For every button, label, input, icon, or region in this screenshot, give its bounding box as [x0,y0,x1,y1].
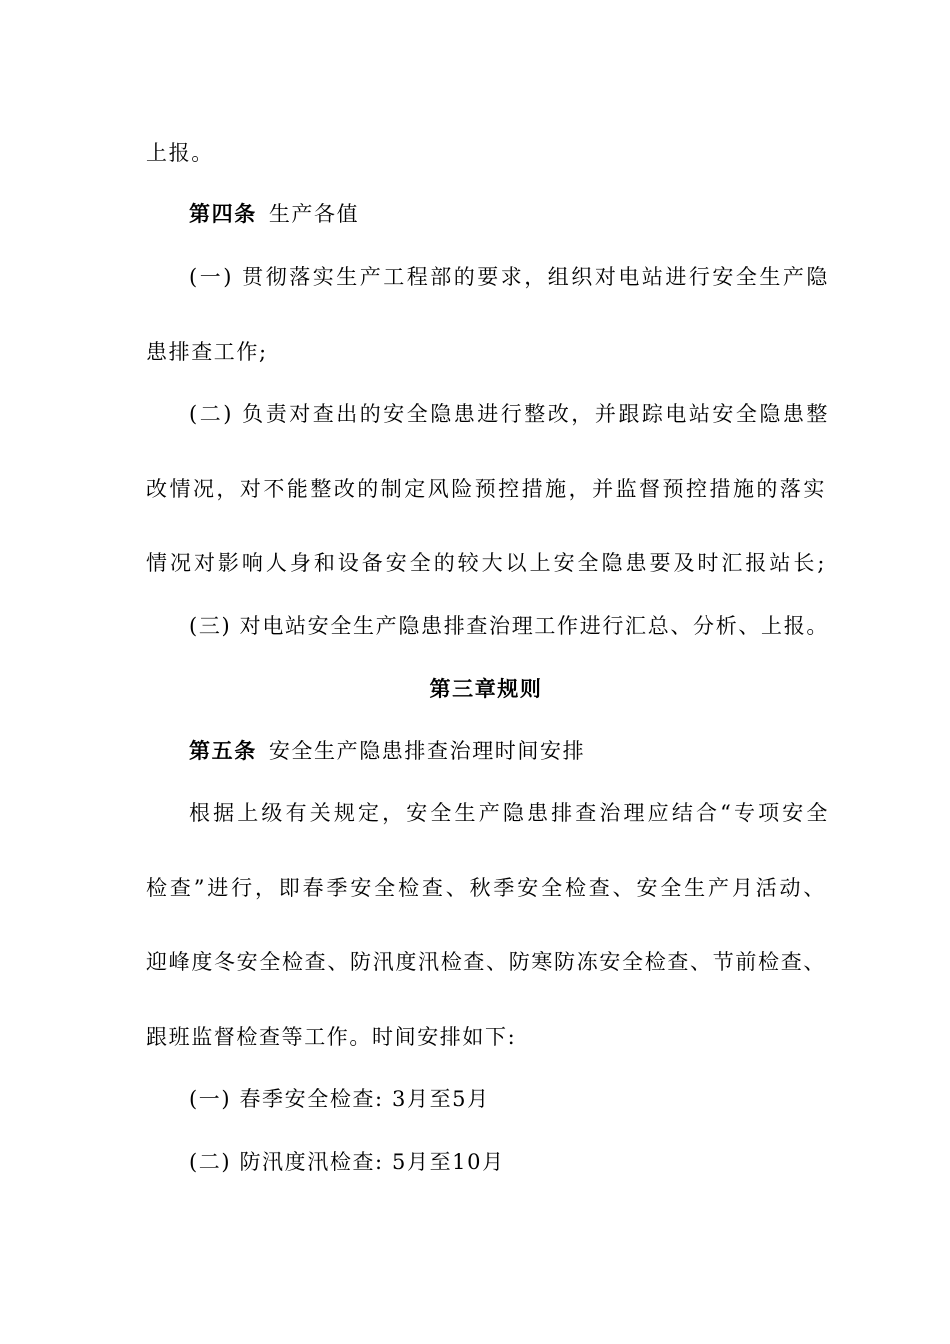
article-5-heading [189,736,829,766]
schedule-item: (一) 春季安全检查: 3月至5月 [189,1087,490,1111]
paragraph-line: 根据上级有关规定，安全生产隐患排查治理应结合“专项安全 [189,801,829,825]
paragraph-line: 患排查工作; [146,340,268,364]
paragraph-line: 情况对影响人身和设备安全的较大以上安全隐患要及时汇报站长; [146,551,826,575]
schedule-item: (二) 防汛度汛检查: 5月至10月 [189,1150,505,1174]
paragraph-line: 上报。 [146,141,214,165]
paragraph-line: (一) 贯彻落实生产工程部的要求，组织对电站进行安全生产隐 [189,265,829,289]
article-title: 安全生产隐患排查治理时间安排 [268,739,586,763]
paragraph-line: 检查”进行，即春季安全检查、秋季安全检查、安全生产月活动、 [146,876,826,900]
paragraph-line: 改情况，对不能整改的制定风险预控措施，并监督预控措施的落实 [146,477,826,501]
article-label: 第五条 [189,738,257,763]
chapter-heading: 第三章规则 [429,676,543,701]
paragraph-line: (二) 负责对查出的安全隐患进行整改，并跟踪电站安全隐患整 [189,402,829,426]
article-title: 生产各值 [268,202,360,226]
article-label: 第四条 [189,201,257,226]
paragraph-line: (三) 对电站安全生产隐患排查治理工作进行汇总、分析、上报。 [189,614,829,638]
paragraph-line: 跟班监督检查等工作。时间安排如下: [146,1025,517,1049]
article-4-heading [189,199,829,229]
paragraph-line: 迎峰度冬安全检查、防汛度汛检查、防寒防冻安全检查、节前检查、 [146,950,826,974]
